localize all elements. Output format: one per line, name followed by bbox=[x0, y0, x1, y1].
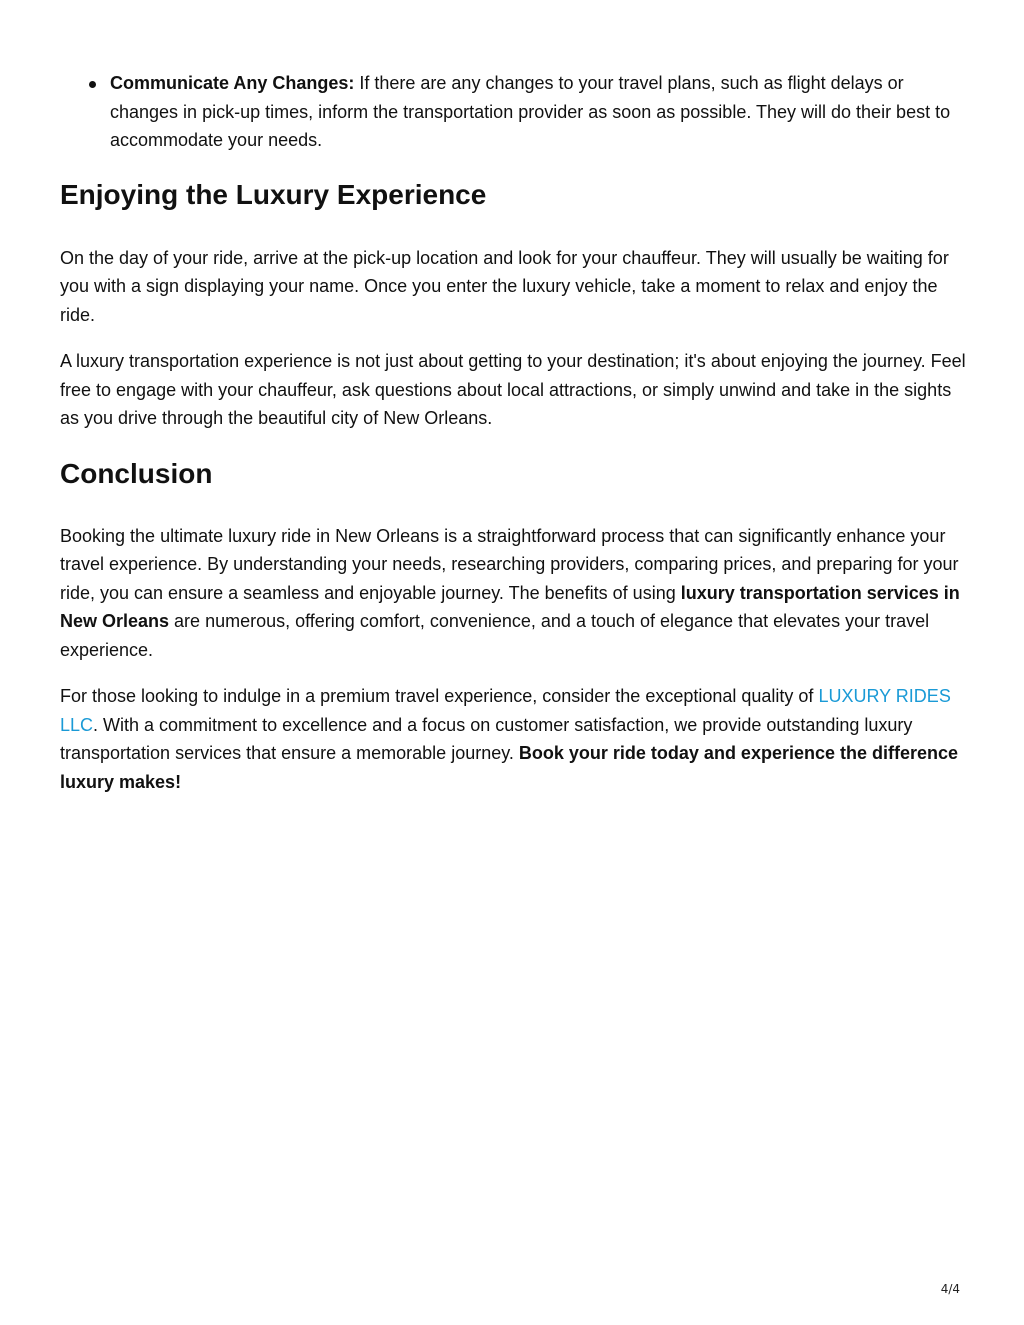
conclusion-text-2a: For those looking to indulge in a premium travel experience, consider the exceptional quality of bbox=[60, 686, 819, 706]
bullet-text: If there are any changes to your travel plans, such as flight delays or changes in pick-up times, inform the transportation provider as soon as possible. They will do their best to accommodate your needs. bbox=[110, 73, 951, 150]
paragraph-enjoying-1: On the day of your ride, arrive at the pick-up location and look for your chauffeur. They will usually be waiting for you with a sign displaying your name. Once you enter the luxury vehicle, take a moment to relax and enjoy the ride. bbox=[60, 247, 949, 325]
conclusion-bold-keyword: luxury transportation services in New Orleans bbox=[60, 582, 960, 631]
conclusion-text-1b: are numerous, offering comfort, convenience, and a touch of elegance that elevates your travel experience. bbox=[60, 611, 930, 660]
luxury-rides-link[interactable]: LUXURY RIDES LLC bbox=[60, 686, 951, 735]
bullet-label: Communicate Any Changes: bbox=[110, 73, 355, 93]
bullet-list bbox=[60, 69, 966, 155]
paragraph-conclusion-2 bbox=[60, 682, 966, 796]
section-heading-conclusion: Conclusion bbox=[60, 457, 213, 489]
conclusion-text-2b: . With a commitment to excellence and a focus on customer satisfaction, we provide outstanding luxury transportation services that ensure a memorable journey. bbox=[60, 714, 913, 763]
document-body bbox=[60, 69, 966, 796]
conclusion-text-1a: Booking the ultimate luxury ride in New Orleans is a straightforward process that can significantly enhance your travel experience. By understanding your needs, researching providers, comparing prices, and preparing for your ride, you can ensure a seamless and enjoyable journey. The benefits of using bbox=[60, 525, 959, 603]
list-item bbox=[110, 69, 966, 155]
section-heading-enjoying: Enjoying the Luxury Experience bbox=[60, 178, 487, 210]
page-number: 4/4 bbox=[940, 1282, 960, 1296]
bullet-icon bbox=[89, 81, 96, 88]
call-to-action: Book your ride today and experience the difference luxury makes! bbox=[60, 743, 959, 792]
paragraph-conclusion-1 bbox=[60, 522, 966, 665]
paragraph-enjoying-2: A luxury transportation experience is not just about getting to your destination; it's about enjoying the journey. Feel free to engage with your chauffeur, ask questions about local attractions, or simply unwind and take in the sights as you drive through the beautiful city of New Orleans. bbox=[60, 351, 966, 428]
